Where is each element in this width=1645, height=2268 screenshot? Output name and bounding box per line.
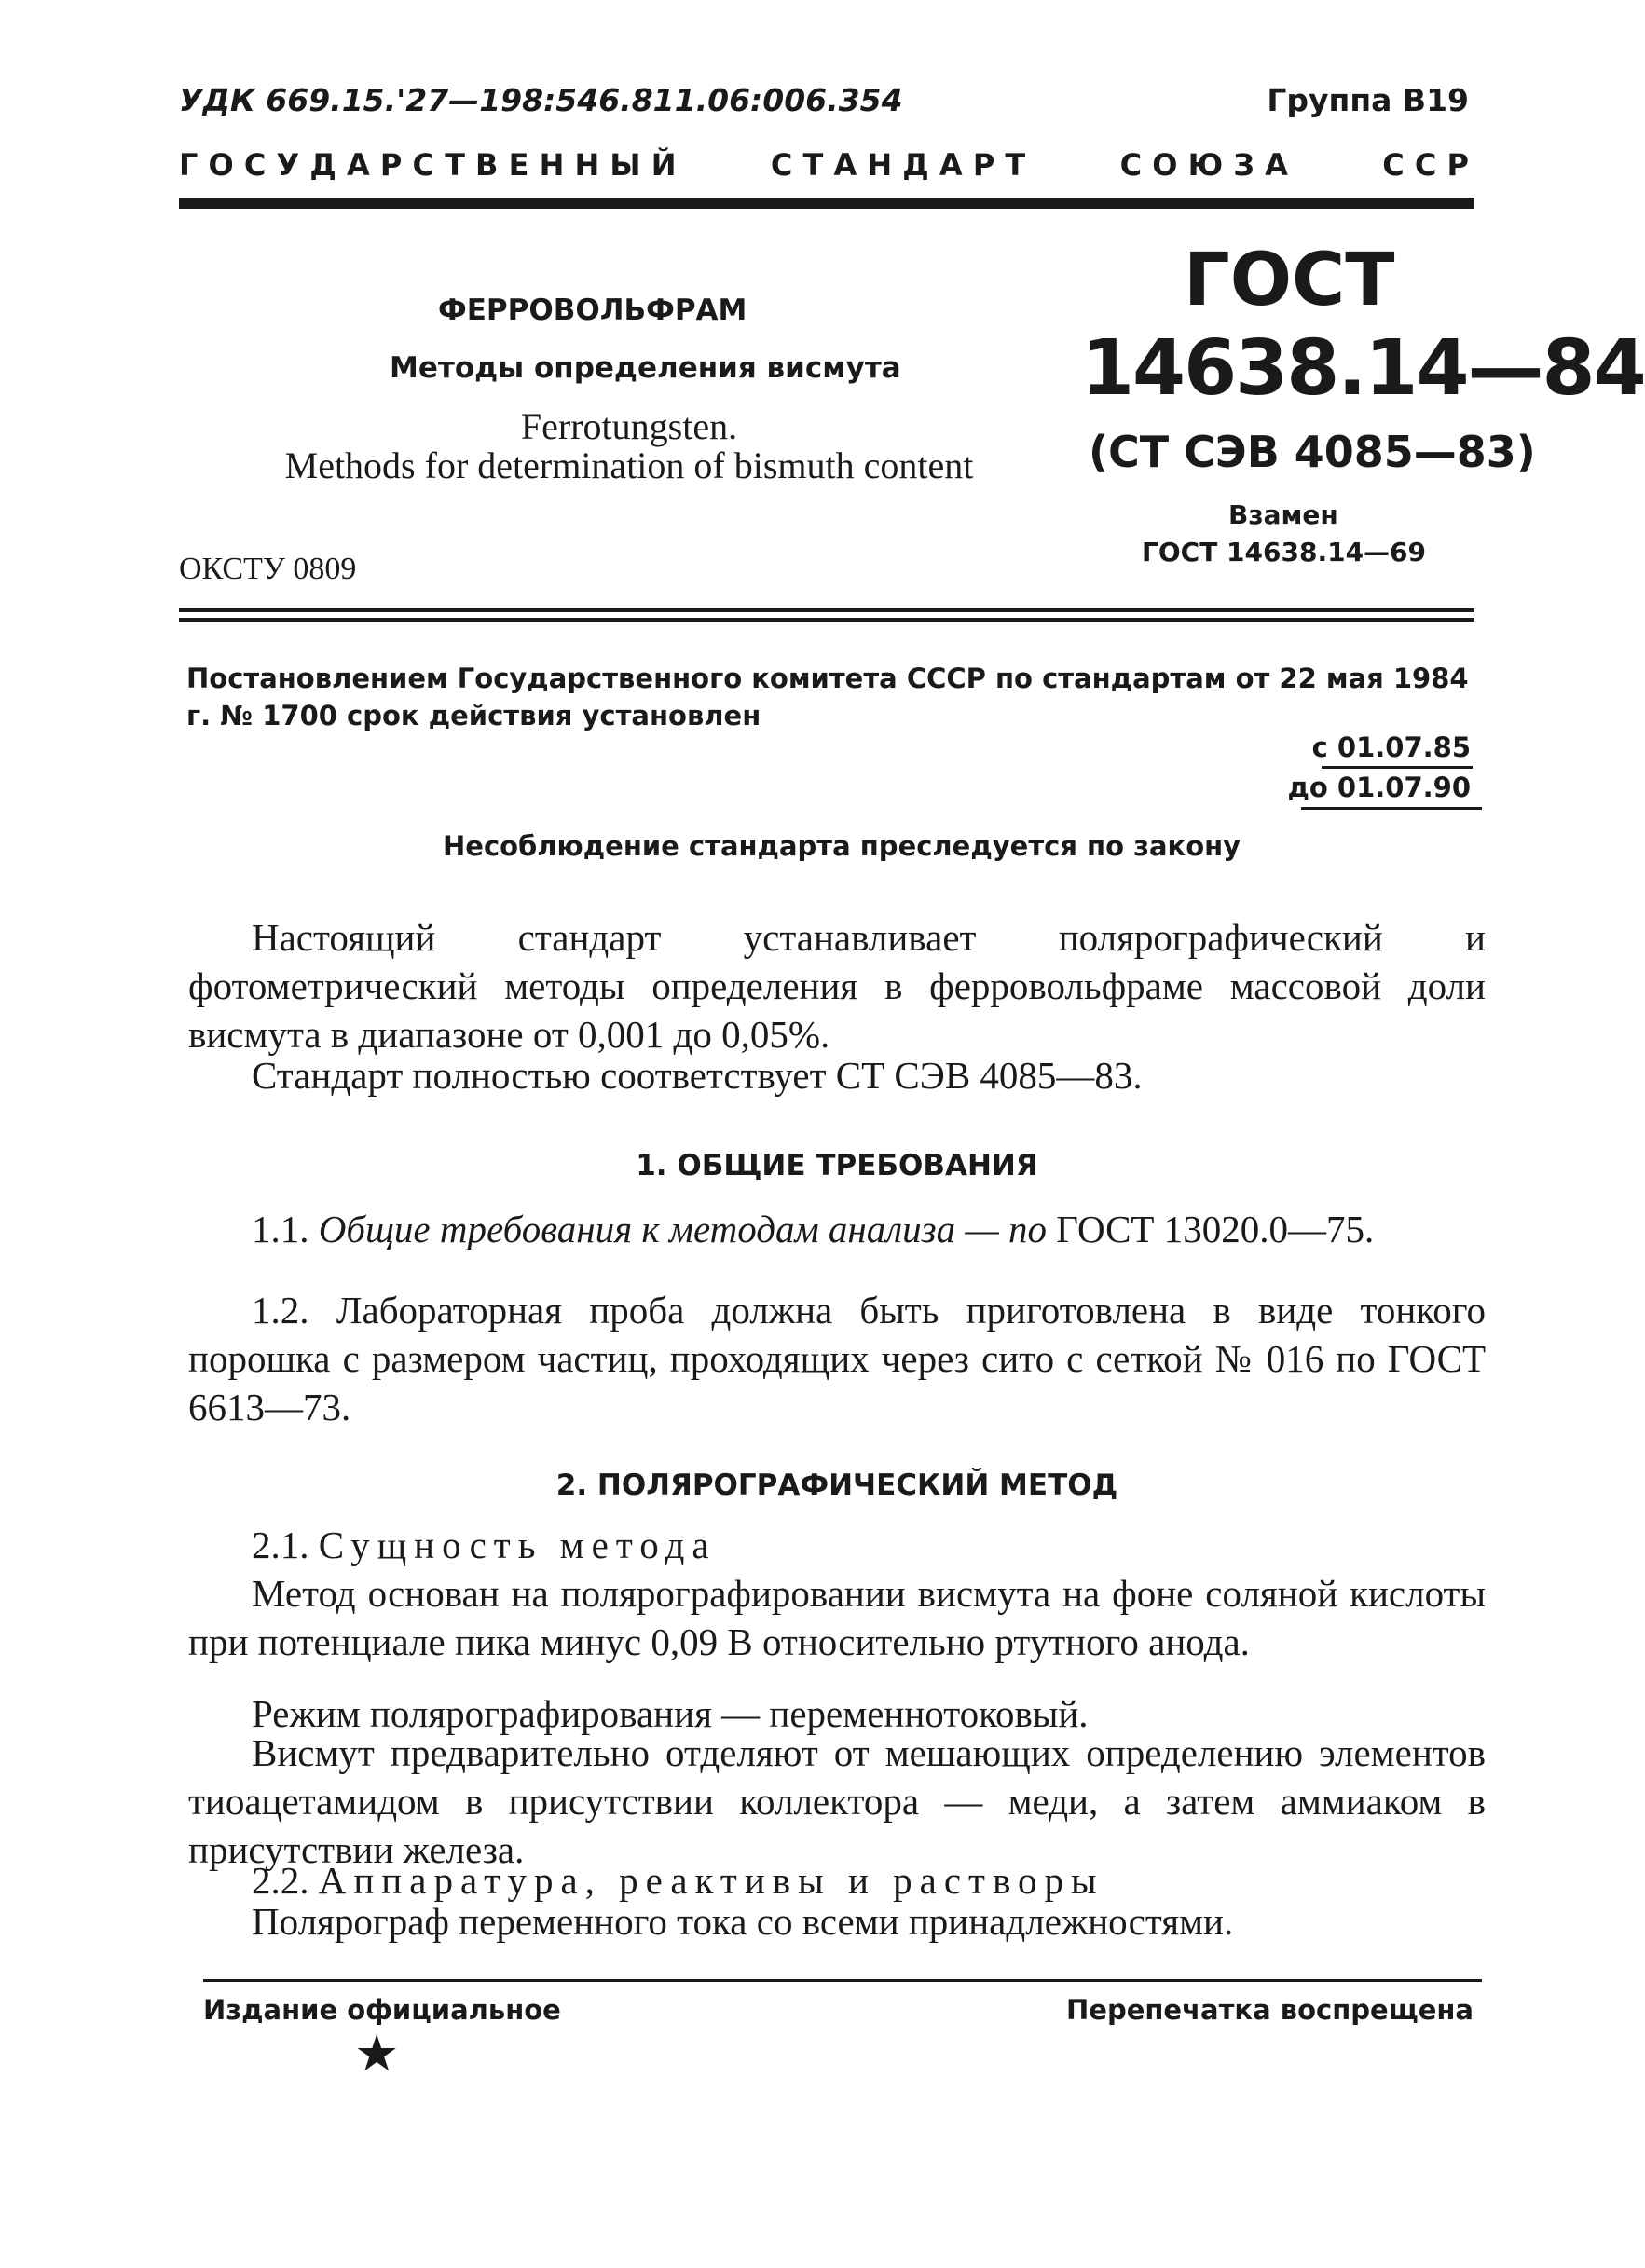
section-1-heading: 1. ОБЩИЕ ТРЕБОВАНИЯ xyxy=(636,1149,1038,1182)
banner-word: С О Ю З А xyxy=(1119,147,1288,183)
official-edition-label: Издание официальное xyxy=(203,1994,561,2026)
title-en xyxy=(261,407,997,485)
clause-2-2-caption: Аппаратура, реактивы и растворы xyxy=(318,1859,1104,1902)
clause-1-1-reference: ГОСТ 13020.0—75. xyxy=(1056,1208,1375,1250)
clause-2-2-number: 2.2. xyxy=(252,1859,309,1902)
header-thick-rule xyxy=(179,198,1474,209)
valid-to-date: до 01.07.90 xyxy=(1287,772,1471,803)
title-en-line2: Methods for determination of bismuth content xyxy=(284,444,974,486)
clause-1-1-italic: Общие требования к методам анализа — по xyxy=(318,1208,1048,1250)
equipment-paragraph: Полярограф переменного тока со всеми принадлежностями. xyxy=(252,1900,1234,1943)
method-paragraph-1: Метод основан на полярографировании висмута на фоне соляной кислоты при потенциале пика минус 0,09 В относительно ртутного анода. xyxy=(188,1572,1486,1663)
subtitle-ru: Методы определения висмута xyxy=(390,351,901,385)
method-paragraph-2: Режим полярографирования — переменнотоковый. xyxy=(252,1692,1089,1735)
banner-word: С Т А Н Д А Р Т xyxy=(770,147,1026,183)
replaced-gost: ГОСТ 14638.14—69 xyxy=(1142,537,1427,567)
intro-paragraph-1: Настоящий стандарт устанавливает полярографический и фотометрический методы определения в ферровольфраме массовой доли висмута в диапазоне от 0,001 до 0,05%. xyxy=(188,916,1486,1056)
clause-1-1 xyxy=(188,1205,1486,1253)
reprint-prohibited-label: Перепечатка воспрещена xyxy=(1066,1994,1474,2026)
st-sev-number: (СТ СЭВ 4085—83) xyxy=(1089,427,1536,477)
intro-paragraph-2: Стандарт полностью соответствует СТ СЭВ 4085—83. xyxy=(252,1054,1143,1097)
clause-1-1-number: 1.1. xyxy=(252,1208,309,1250)
group-code: Группа В19 xyxy=(1267,82,1469,118)
gost-number: 14638.14—84 xyxy=(1081,324,1645,413)
state-standard-banner xyxy=(179,147,1469,183)
valid-from-date: с 01.07.85 xyxy=(1311,731,1471,763)
gost-label: ГОСТ xyxy=(1184,239,1395,322)
date-underline-1 xyxy=(1322,766,1473,769)
clause-1-2: 1.2. Лабораторная проба должна быть приготовлена в виде тонкого порошка с размером частиц, проходящих через сито с сеткой № 016 по ГОСТ 6613—73. xyxy=(188,1289,1486,1428)
violation-notice: Несоблюдение стандарта преследуется по закону xyxy=(443,830,1241,862)
udk-code: УДК 669.15.'27—198:546.811.06:006.354 xyxy=(179,82,903,118)
banner-word: Г О С У Д А Р С Т В Е Н Н Ы Й xyxy=(179,147,677,183)
clause-2-1-title xyxy=(188,1521,1486,1569)
clause-2-1-number: 2.1. xyxy=(252,1523,309,1566)
okstu-code: ОКСТУ 0809 xyxy=(179,552,357,586)
title-en-line1: Ferrotungsten. xyxy=(520,405,738,447)
banner-word: С С Р xyxy=(1382,147,1469,183)
method-paragraph-3: Висмут предварительно отделяют от мешающих определению элементов тиоацетамидом в присутствии коллектора — меди, а затем аммиаком в присутствии железа. xyxy=(188,1731,1486,1871)
date-underline-2 xyxy=(1301,807,1482,810)
replace-label: Взамен xyxy=(1228,499,1338,530)
star-icon: ★ xyxy=(354,2026,400,2082)
section-2-heading: 2. ПОЛЯРОГРАФИЧЕСКИЙ МЕТОД xyxy=(555,1469,1118,1502)
title-double-rule-bottom xyxy=(179,618,1474,622)
clause-2-1-caption: Сущность метода xyxy=(318,1523,717,1566)
footer-rule xyxy=(203,1979,1482,1982)
title-double-rule-top xyxy=(179,608,1474,612)
title-ru: ФЕРРОВОЛЬФРАМ xyxy=(438,294,747,327)
decree-text: Постановлением Государственного комитета СССР по стандартам от 22 мая 1984 г. № 1700 срок действия установлен xyxy=(186,663,1469,731)
